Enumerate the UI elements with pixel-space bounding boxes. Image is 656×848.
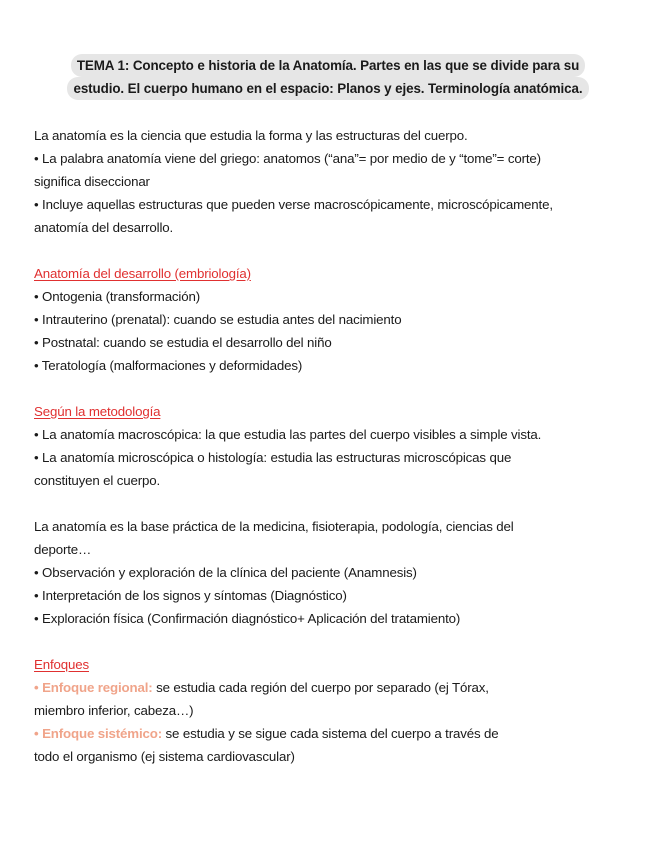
intro-bullet-2-line-2: anatomía del desarrollo. (34, 220, 174, 235)
enfoque-sistemico-label: Enfoque sistémico: (42, 726, 163, 741)
intro-bullet-1-line-2: significa diseccionar (34, 174, 150, 189)
spacer (34, 239, 624, 262)
base-line-1: La anatomía es la base práctica de la medicina, fisioterapia, podología, ciencias del (34, 519, 514, 534)
intro-bullet-1 (34, 147, 624, 193)
enfoque-sistemico-line-2: todo el organismo (ej sistema cardiovascular) (34, 749, 295, 764)
enfoque-sistemico-bullet: • (34, 726, 43, 741)
metodologia-item-2-line-1: • La anatomía microscópica o histología: estudia las estructuras microscópicas que (34, 450, 512, 465)
section-heading-desarrollo: Anatomía del desarrollo (embriología) (34, 266, 251, 281)
section-desarrollo (34, 262, 624, 285)
intro-bullet-2 (34, 193, 624, 239)
spacer (34, 377, 624, 400)
base-paragraph (34, 515, 624, 561)
enfoque-regional-bullet: • (34, 680, 43, 695)
spacer (34, 630, 624, 653)
enfoque-sistemico-text: se estudia y se sigue cada sistema del cuerpo a través de (162, 726, 499, 741)
document-title (36, 54, 620, 100)
enfoque-regional (34, 676, 624, 722)
section-enfoques (34, 653, 624, 676)
list-item: • Ontogenia (transformación) (34, 289, 201, 304)
intro-definition: La anatomía es la ciencia que estudia la forma y las estructuras del cuerpo. (34, 128, 468, 143)
list-item: • Postnatal: cuando se estudia el desarrollo del niño (34, 335, 332, 350)
document-body (34, 124, 624, 768)
list-item: • Teratología (malformaciones y deformidades) (34, 358, 303, 373)
enfoque-regional-line-2: miembro inferior, cabeza…) (34, 703, 194, 718)
enfoque-sistemico (34, 722, 624, 768)
list-item: • La anatomía macroscópica: la que estudia las partes del cuerpo visibles a simple vista. (34, 427, 542, 442)
list-item: • Interpretación de los signos y síntomas (Diagnóstico) (34, 588, 347, 603)
enfoque-regional-text: se estudia cada región del cuerpo por separado (ej Tórax, (152, 680, 489, 695)
section-heading-metodologia: Según la metodología (34, 404, 161, 419)
list-item: • Intrauterino (prenatal): cuando se estudia antes del nacimiento (34, 312, 402, 327)
list-item: • Observación y exploración de la clínica del paciente (Anamnesis) (34, 565, 417, 580)
intro-bullet-2-line-1: • Incluye aquellas estructuras que pueden verse macroscópicamente, microscópicamente, (34, 197, 553, 212)
title-line-1: TEMA 1: Concepto e historia de la Anatomía. Partes en las que se divide para su (71, 54, 585, 77)
metodologia-item-2-line-2: constituyen el cuerpo. (34, 473, 161, 488)
list-item (34, 446, 624, 492)
intro-bullet-1-line-1: • La palabra anatomía viene del griego: anatomos (“ana”= por medio de y “tome”= corte) (34, 151, 541, 166)
section-metodologia (34, 400, 624, 423)
title-line-2: estudio. El cuerpo humano en el espacio: Planos y ejes. Terminología anatómica. (67, 77, 588, 100)
section-heading-enfoques: Enfoques (34, 657, 89, 672)
spacer (34, 492, 624, 515)
enfoque-regional-label: Enfoque regional: (42, 680, 153, 695)
list-item: • Exploración física (Confirmación diagnóstico+ Aplicación del tratamiento) (34, 611, 461, 626)
base-line-2: deporte… (34, 542, 92, 557)
